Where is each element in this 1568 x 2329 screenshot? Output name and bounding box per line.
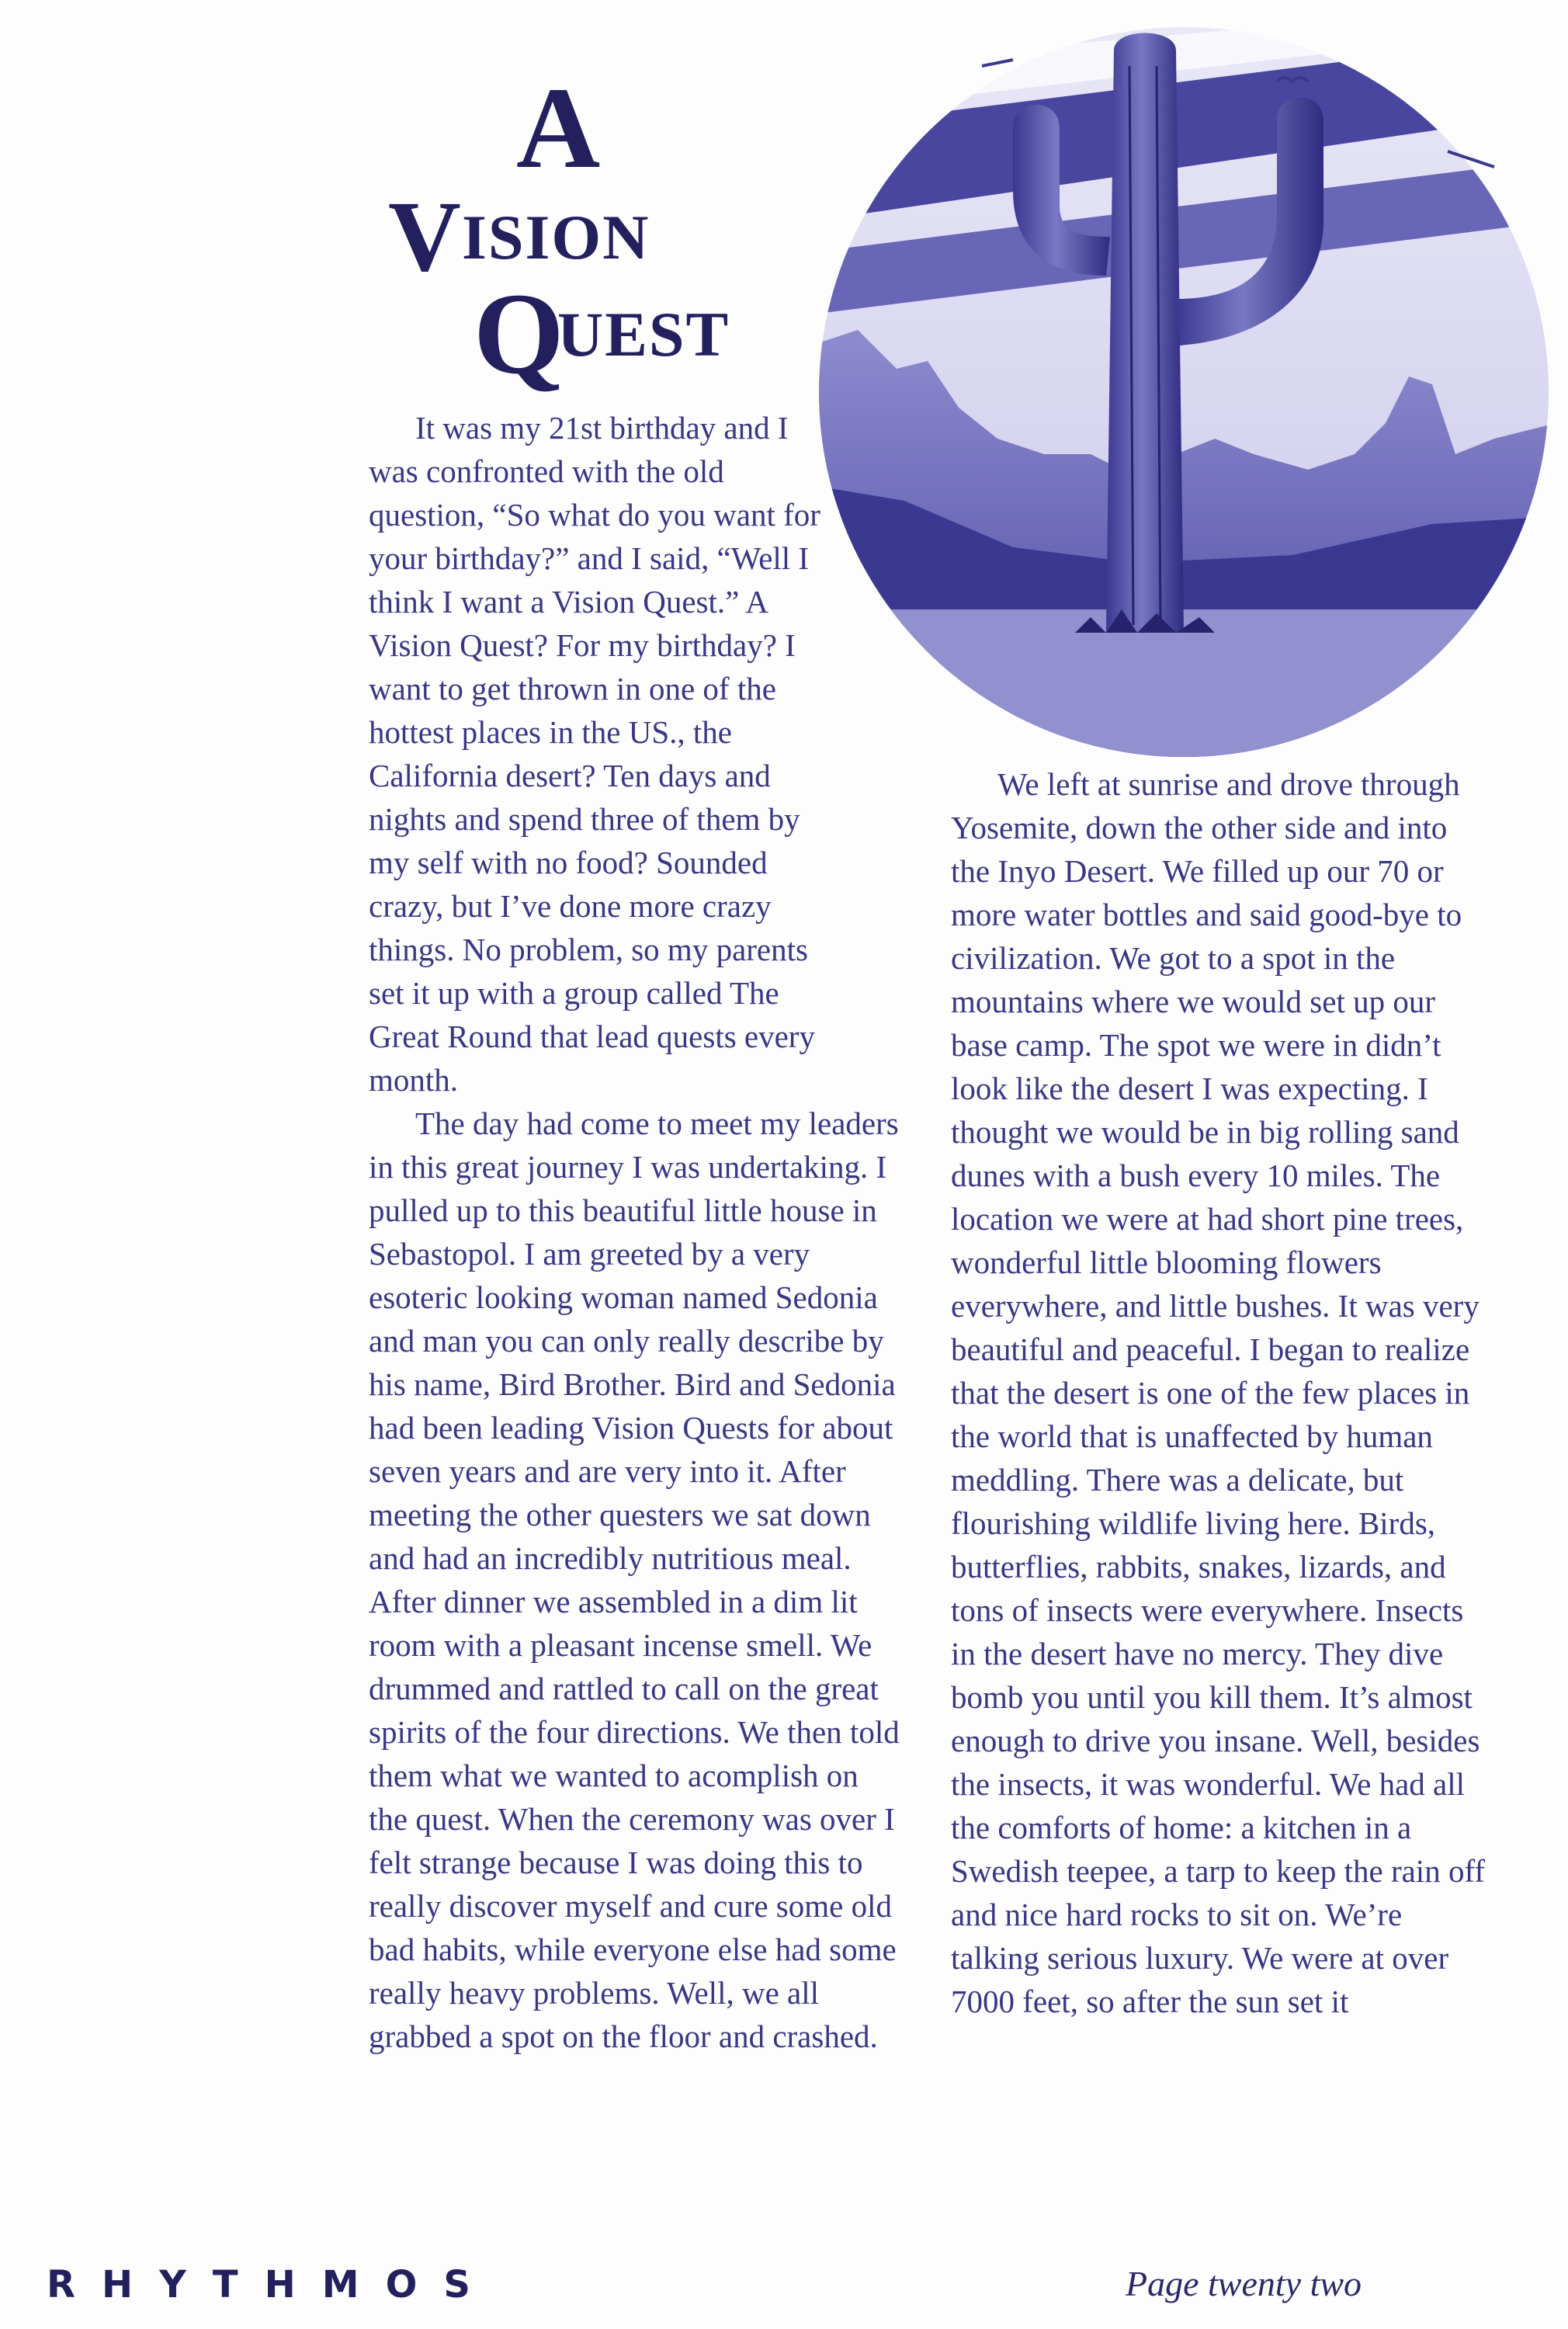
saguaro-cactus-icon — [811, 19, 1556, 765]
cactus-illustration — [811, 19, 1556, 765]
title-initial-q: Q — [474, 269, 564, 398]
title-word-uest: UEST — [557, 299, 730, 370]
publication-logo: RHYTHMOS — [47, 2263, 497, 2306]
title-word-ision: ISION — [462, 202, 650, 272]
article-title — [388, 64, 792, 398]
article-paragraph: It was my 21st birthday and I was confronted with the old question, “So what do you want for your birthday?” and I said, “Well I think I want a Vision Quest.” A Vision Quest? For my birthday? I want to get thrown in one of the hottest places in the US., the California desert? Ten days and nights and spend three of them by my self with no food? Sounded crazy, but I’ve done more crazy things. No problem, so my parents set it up with a group called The Great Round that lead quests every month. — [369, 410, 820, 1098]
article-paragraph: We left at sunrise and drove through Yosemite, down the other side and into the Inyo Desert. We filled up our 70 or more water bottles and said good-bye to civilization. We got to a spot in the mountains where we would set up our base camp. The spot we were in didn’t look like the desert I was expecting. I thought we would be in big rolling sand dunes with a bush every 10 miles. The location we were at had short pine trees, wonderful little blooming flowers everywhere, and little bushes. It was very beautiful and peaceful. I began to realize that the desert is one of the few places in the world that is unaffected by human meddling. There was a delicate, but flourishing wildlife living here. Birds, butterflies, rabbits, snakes, lizards, and tons of insects were everywhere. Insects in the desert have no mercy. They dive bomb you until you kill them. It’s almost enough to drive you insane. Well, besides the insects, it was wonderful. We had all the comforts of home: a kitchen in a Swedish teepee, a tarp to keep the rain off and nice hard rocks to sit on. We’re talking serious luxury. We were at over 7000 feet, so after the sun set it — [951, 766, 1486, 2019]
article-right-column — [951, 762, 1486, 2023]
article-paragraph: The day had come to meet my leaders in this great journey I was undertaking. I pulled up to this beautiful little house in Sebastopol. I am greeted by a very esoteric looking woman named Sedonia and man you can only really describe by his name, Bird Brother. Bird and Sedonia had been leading Vision Quests for about seven years and are very into it. After meeting the other questers we sat down and had an incredibly nutritious meal. After dinner we assembled in a dim lit room with a pleasant incense smell. We drummed and rattled to call on the great spirits of the four directions. We then told them what we wanted to acomplish on the quest. When the ceremony was over I felt strange because I was doing this to really discover myself and cure some old bad habits, while everyone else had some really heavy problems. Well, we all grabbed a spot on the floor and crashed. — [369, 1105, 900, 2054]
title-initial-v: V — [388, 181, 461, 293]
page-number: Page twenty two — [1126, 2264, 1362, 2303]
title-word-a: A — [516, 64, 601, 193]
article-left-column — [369, 406, 912, 2058]
